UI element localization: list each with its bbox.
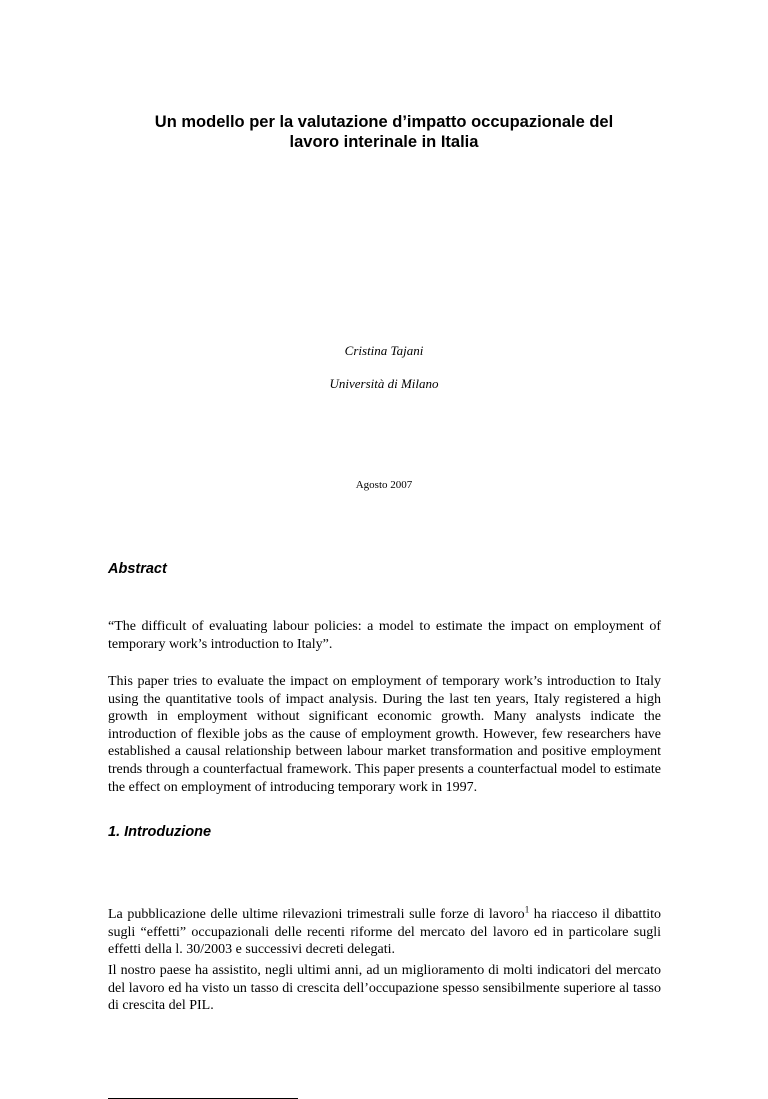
publication-date: Agosto 2007: [355, 479, 413, 491]
intro-paragraph-1-text-a: La pubblicazione delle ultime rilevazioni trimestrali sulle forze di lavoro: [108, 907, 525, 922]
paper-title: [100, 112, 668, 152]
intro-paragraph-1: [108, 906, 661, 959]
paper-title-line-2: lavoro interinale in Italia: [289, 133, 479, 151]
abstract-quote: “The difficult of evaluating labour policies: a model to estimate the impact on employment of temporary work’s introduction to Italy”.: [108, 619, 661, 652]
author-name: Cristina Tajani: [344, 343, 424, 358]
footnote-ref-1[interactable]: 1: [524, 904, 530, 915]
abstract-heading: Abstract: [108, 561, 167, 577]
author-affiliation: Università di Milano: [329, 376, 439, 391]
paper-title-line-1: Un modello per la valutazione d’impatto occupazionale del: [154, 113, 614, 131]
abstract-body: This paper tries to evaluate the impact on employment of temporary work’s introduction to Italy using the quantitative tools of impact analysis. During the last ten years, Italy registered a high growth in employment without significant economic growth. Many analysts indicate the introduction of flexible jobs as the cause of employment growth. However, few researchers have established a causal relationship between labour market transformation and positive employment trends through a counterfactual framework. This paper presents a counterfactual model to estimate the effect on employment of introducing temporary work in 1997.: [108, 674, 661, 795]
section-heading-introduzione: 1. Introduzione: [108, 824, 212, 840]
intro-paragraph-1-text-b: ha riacceso il dibattito sugli “effetti” occupazionali delle recenti riforme del mercato del lavoro ed in particolare sugli effetti della l. 30/2003 e successivi decreti delegati.: [108, 907, 661, 958]
intro-paragraph-2: Il nostro paese ha assistito, negli ultimi anni, ad un miglioramento di molti indicatori del mercato del lavoro ed ha visto un tasso di crescita dell’occupazione spesso sensibilmente superiore al tasso di crescita del PIL.: [108, 963, 661, 1014]
